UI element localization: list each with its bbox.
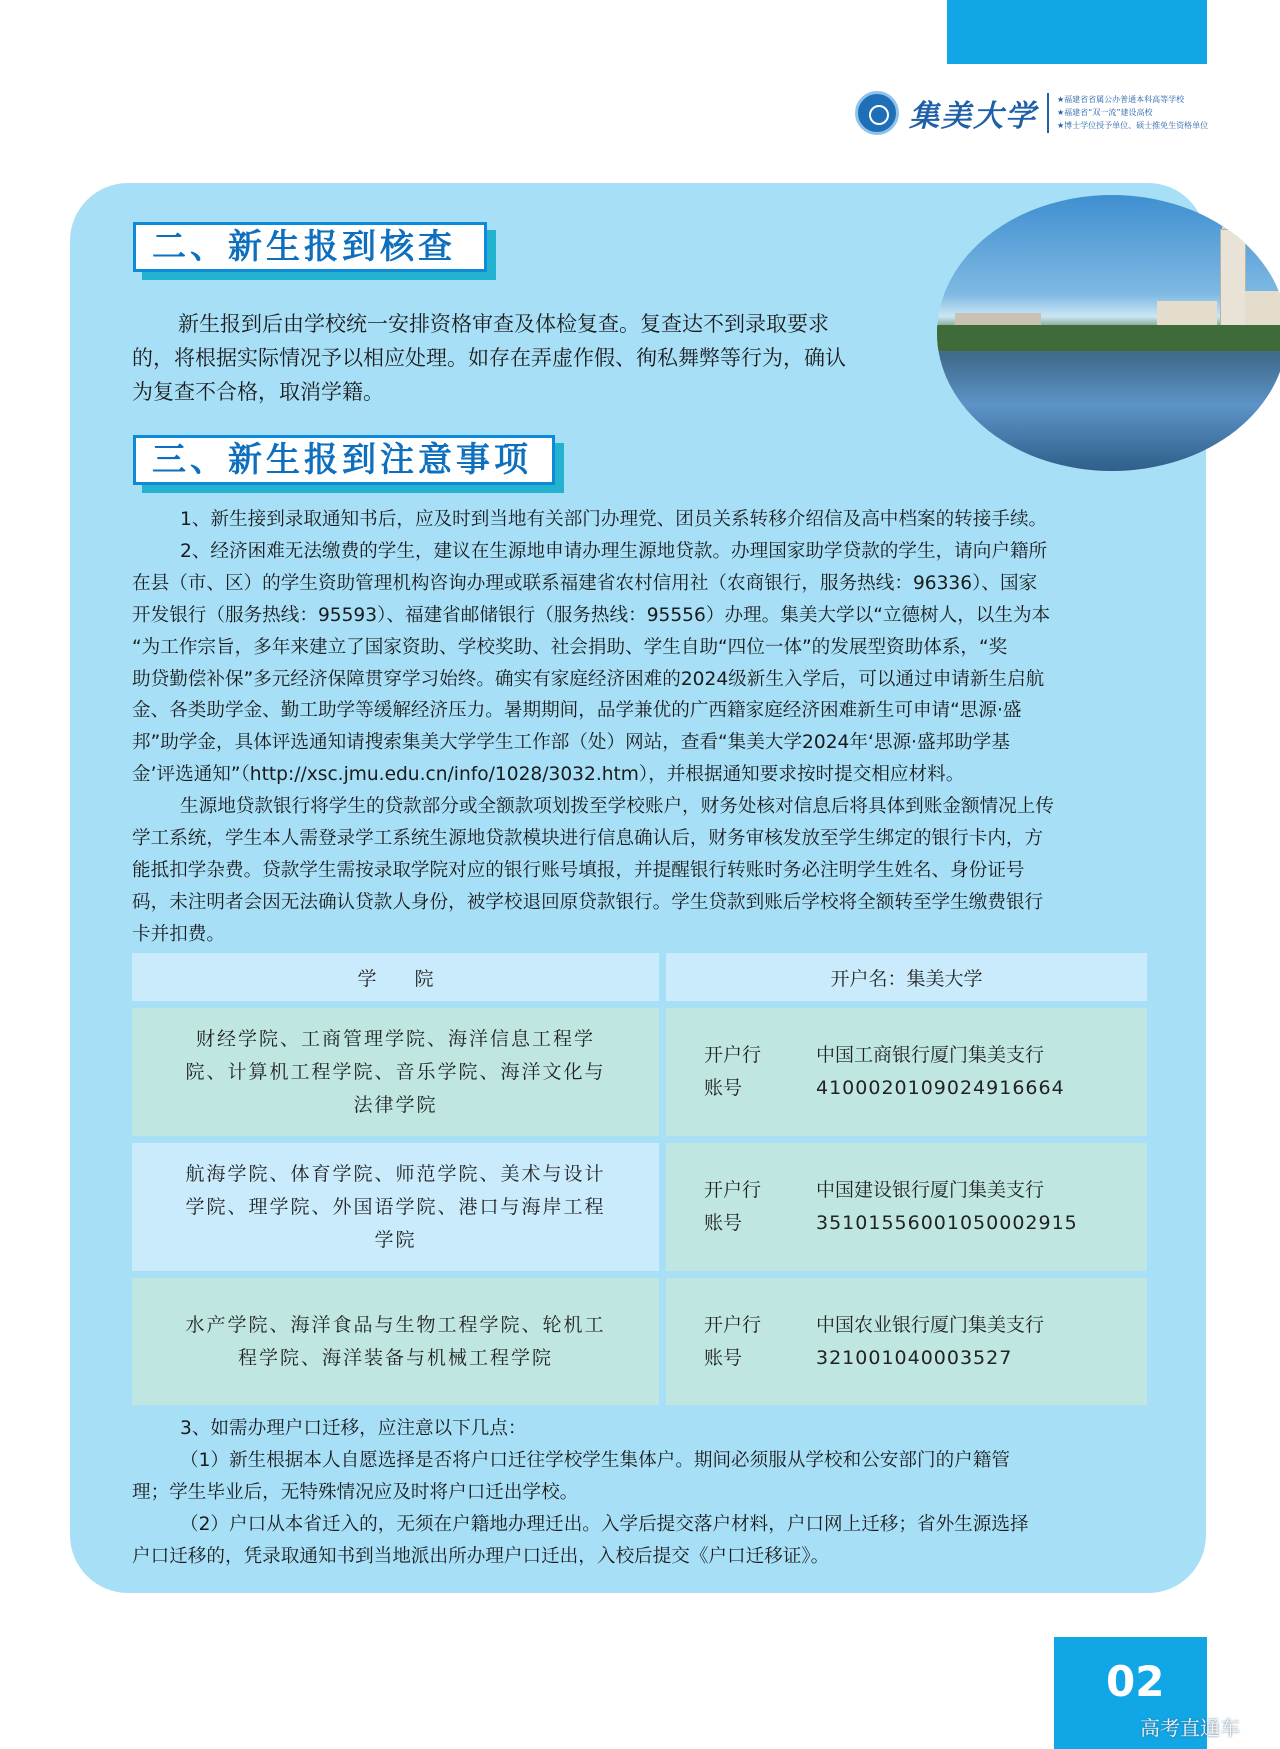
account-number: 321001040003527: [816, 1346, 1013, 1369]
section-title-checkin-review: 二、新生报到核查: [133, 222, 487, 272]
text-line: 码，未注明者会因无法确认贷款人身份，被学校退回原贷款银行。学生贷款到账后学校将全额转至学生缴费银行: [132, 891, 1044, 913]
hukou-migration-paragraph: [132, 1413, 1029, 1573]
college-cell: 航海学院、体育学院、师范学院、美术与设计 学院、理学院、外国语学院、港口与海岸工程 学院: [132, 1143, 659, 1271]
account-label: 账号: [704, 1346, 743, 1369]
text-line: 户口迁移的，凭录取通知书到当地派出所办理户口迁出，入校后提交《户口迁移证》。: [132, 1545, 830, 1567]
university-emblem-icon: [855, 91, 899, 135]
campus-lake-photo: [937, 195, 1280, 471]
text-line: 金、各类助学金、勤工助学等缓解经济压力。暑期期间，品学兼优的广西籍家庭经济困难新生可申请“思源·盛: [132, 700, 1022, 722]
text-line: 学工系统，学生本人需登录学工系统生源地贷款模块进行信息确认后，财务审核发放至学生绑定的银行卡内，方: [132, 828, 1044, 850]
text-line: 3、如需办理户口迁移，应注意以下几点：: [180, 1418, 527, 1439]
notices-paragraphs: [132, 504, 1054, 951]
account-number: 35101556001050002915: [816, 1212, 1078, 1234]
text-line: 邦”助学金，具体评选通知请搜索集美大学学生工作部（处）网站，查看“集美大学2024年‘思源·盛邦助学基: [132, 732, 1010, 754]
text-line: 卡并扣费。: [132, 923, 225, 945]
header-college: 学 院: [132, 953, 659, 1001]
text-line: 理；学生毕业后，无特殊情况应及时将户口迁出学校。: [132, 1481, 579, 1503]
text-line: 1、新生接到录取通知书后，应及时到当地有关部门办理党、团员关系转移介绍信及高中档案的转接手续。: [180, 509, 1048, 530]
university-name: 集美大学: [909, 99, 1037, 134]
bank-account-cell: [666, 1278, 1147, 1405]
account-number: 4100020109024916664: [816, 1077, 1065, 1099]
text-line: 2、经济困难无法缴费的学生，建议在生源地申请办理生源地贷款。办理国家助学贷款的学生，请向户籍所: [180, 540, 1048, 562]
account-label: 账号: [704, 1212, 743, 1234]
text-line: “为工作宗旨，多年来建立了国家资助、学校奖助、社会捐助、学生自助“四位一体”的发展型资助体系，“奖: [132, 636, 1008, 658]
bank-label: 开户行: [704, 1313, 762, 1336]
bank-table-header: [132, 953, 1147, 1001]
bank-label: 开户行: [704, 1044, 762, 1066]
bank-name: 中国建设银行厦门集美支行: [816, 1179, 1045, 1201]
checkin-review-paragraph: [132, 307, 846, 409]
text-line: 为复查不合格，取消学籍。: [132, 380, 384, 404]
text-line: （1）新生根据本人自愿选择是否将户口迁往学校学生集体户。期间必须服从学校和公安部门的户籍管: [180, 1449, 1010, 1471]
text-line: 新生报到后由学校统一安排资格审查及体检复查。复查达不到录取要求: [178, 312, 829, 336]
top-color-tab: [947, 0, 1207, 64]
text-line: 的，将根据实际情况予以相应处理。如存在弄虚作假、徇私舞弊等行为，确认: [132, 346, 846, 370]
tagline-line: ★博士学位授予单位、硕士推免生资格单位: [1057, 121, 1209, 130]
bank-name: 中国工商银行厦门集美支行: [816, 1044, 1045, 1066]
table-row: [132, 1143, 1147, 1271]
text-line: 在县（市、区）的学生资助管理机构咨询办理或联系福建省农村信用社（农商银行，服务热线：96336）、国家: [132, 572, 1038, 594]
college-cell: 财经学院、工商管理学院、海洋信息工程学 院、计算机工程学院、音乐学院、海洋文化与 法律学院: [132, 1008, 659, 1136]
text-line: 开发银行（服务热线：95593）、福建省邮储银行（服务热线：95556）办理。集美大学以“立德树人，以生为本: [132, 604, 1051, 626]
table-row: [132, 1008, 1147, 1136]
text-line: （2）户口从本省迁入的，无须在户籍地办理迁出。入学后提交落户材料，户口网上迁移；省外生源选择: [180, 1513, 1029, 1535]
bank-account-cell: [666, 1008, 1147, 1136]
bank-name: 中国农业银行厦门集美支行: [816, 1313, 1045, 1336]
logo-divider: [1047, 93, 1049, 133]
logo-tagline: [1057, 94, 1208, 132]
account-label: 账号: [704, 1077, 743, 1099]
text-line: 生源地贷款银行将学生的贷款部分或全额款项划拨至学校账户，财务处核对信息后将具体到账金额情况上传: [180, 796, 1054, 818]
table-row: [132, 1278, 1147, 1405]
university-logo: [855, 88, 1208, 138]
bank-account-cell: [666, 1143, 1147, 1271]
watermark-text: 高考直通车: [1140, 1716, 1240, 1740]
college-cell: 水产学院、海洋食品与生物工程学院、轮机工 程学院、海洋装备与机械工程学院: [132, 1278, 659, 1405]
page-number: 02: [1106, 1657, 1165, 1706]
text-line: 能抵扣学杂费。贷款学生需按录取学院对应的银行账号填报，并提醒银行转账时务必注明学生姓名、身份证号: [132, 859, 1025, 881]
text-line: 助贷勤偿补保”多元经济保障贯穿学习始终。确实有家庭经济困难的2024级新生入学后，可以通过申请新生启航: [132, 668, 1045, 690]
header-account-name: 开户名：集美大学: [666, 953, 1147, 1001]
text-line: 金’评选通知”（http://xsc.jmu.edu.cn/info/1028/3032.htm），并根据通知要求按时提交相应材料。: [132, 764, 965, 786]
section-title-notices: 三、新生报到注意事项: [133, 435, 555, 485]
tagline-line: ★福建省省属公办普通本科高等学校: [1057, 95, 1185, 104]
tagline-line: ★福建省“双一流”建设高校: [1057, 108, 1153, 117]
bank-label: 开户行: [704, 1179, 762, 1201]
